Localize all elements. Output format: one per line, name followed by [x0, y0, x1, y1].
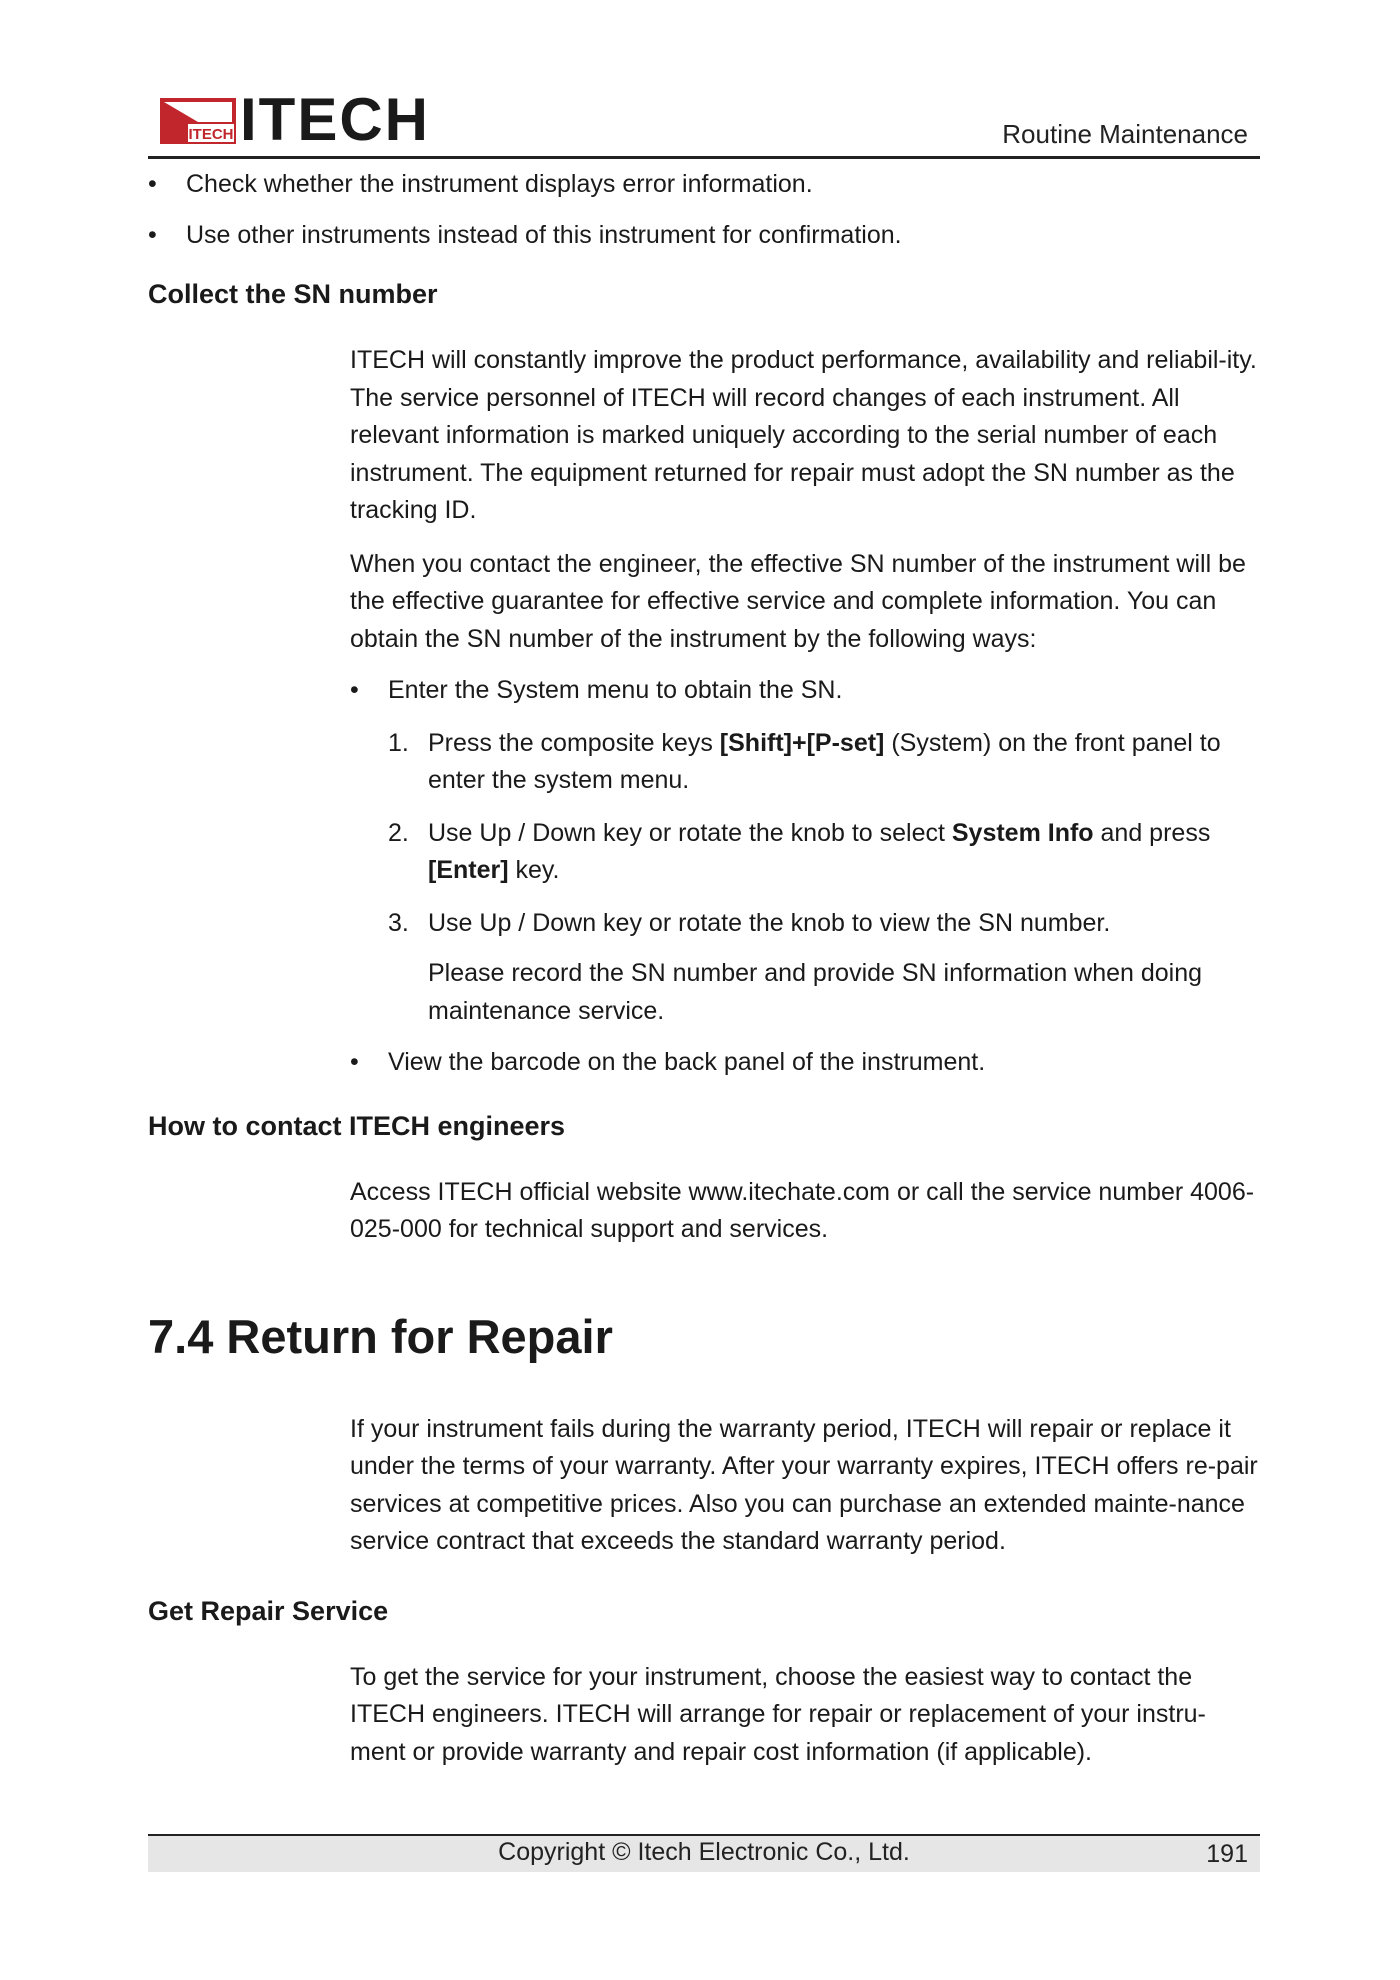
itech-logo-mark-icon: [158, 96, 240, 146]
page-body: [148, 166, 1260, 1787]
top-bullet-list: [148, 166, 1260, 254]
step-item: 1. Press the composite keys [Shift]+[P-set] (System) on the front panel to enter the system menu.: [388, 728, 1221, 794]
bullet-icon: •: [148, 220, 157, 249]
step-item: 2. Use Up / Down key or rotate the knob to select System Info and press [Enter] key.: [388, 818, 1211, 884]
key-label: [Shift]+[P-set]: [719, 728, 885, 757]
sn-steps-list: [388, 725, 1260, 943]
contact-heading: How to contact ITECH engineers: [148, 1110, 566, 1141]
menu-label: System Info: [951, 818, 1094, 847]
section-title: 7.4 Return for Repair: [148, 1309, 613, 1363]
key-label: [Enter]: [428, 856, 509, 884]
list-item: • Enter the System menu to obtain the SN.: [350, 672, 1260, 710]
collect-sn-heading: Collect the SN number: [148, 279, 438, 309]
logo-wordmark: ITECH: [240, 86, 430, 153]
return-repair-paragraph: If your instrument fails during the warranty period, ITECH will repair or replace it under the terms of your warranty. After your warranty expires, ITECH offers re-pair services at competitive prices. Also you can purchase an extended mainte-nance service contract that exceeds the standard warranty period.: [350, 1414, 1258, 1555]
svg-text:ITECH: ITECH: [188, 126, 234, 143]
page-footer: [148, 1834, 1260, 1872]
itech-logo: [158, 86, 438, 153]
get-repair-heading: Get Repair Service: [148, 1595, 389, 1626]
bullet-icon: •: [148, 170, 157, 198]
bullet-icon: •: [350, 676, 359, 704]
sn-method-list-2: [350, 1044, 1260, 1082]
list-item: • Use other instruments instead of this instrument for confirmation.: [148, 217, 1260, 255]
get-repair-paragraph: To get the service for your instrument, choose the easiest way to contact the ITECH engineers. ITECH will arrange for repair or replacement of your instru-ment or provide warranty and repair cost information (if applicable).: [350, 1662, 1206, 1766]
step-item: 3. Use Up / Down key or rotate the knob to view the SN number.: [388, 908, 1111, 937]
page-header: [148, 86, 1260, 159]
bullet-icon: •: [350, 1048, 359, 1076]
collect-sn-paragraph-2: When you contact the engineer, the effective SN number of the instrument will be the effective guarantee for effective service and complete information. You can obtain the SN number of the instrument by the following ways:: [350, 549, 1246, 653]
list-item: • View the barcode on the back panel of the instrument.: [350, 1044, 1260, 1082]
page-number: 191: [1206, 1840, 1248, 1868]
sn-method-list: [350, 672, 1260, 710]
footer-copyright: Copyright © Itech Electronic Co., Ltd.: [498, 1838, 910, 1866]
collect-sn-paragraph-1: ITECH will constantly improve the product performance, availability and reliabil-ity. The service personnel of ITECH will record changes of each instrument. All relevant information is marked uniquely according to the serial number of each instrument. The equipment returned for repair must adopt the SN number as the tracking ID.: [350, 346, 1257, 524]
list-item: • Check whether the instrument displays error information.: [148, 166, 1260, 204]
contact-paragraph: Access ITECH official website www.itechate.com or call the service number 4006-025-000 for technical support and services.: [350, 1177, 1255, 1243]
header-section-title: Routine Maintenance: [1002, 119, 1248, 149]
sn-record-note: Please record the SN number and provide SN information when doing maintenance service.: [428, 959, 1203, 1025]
